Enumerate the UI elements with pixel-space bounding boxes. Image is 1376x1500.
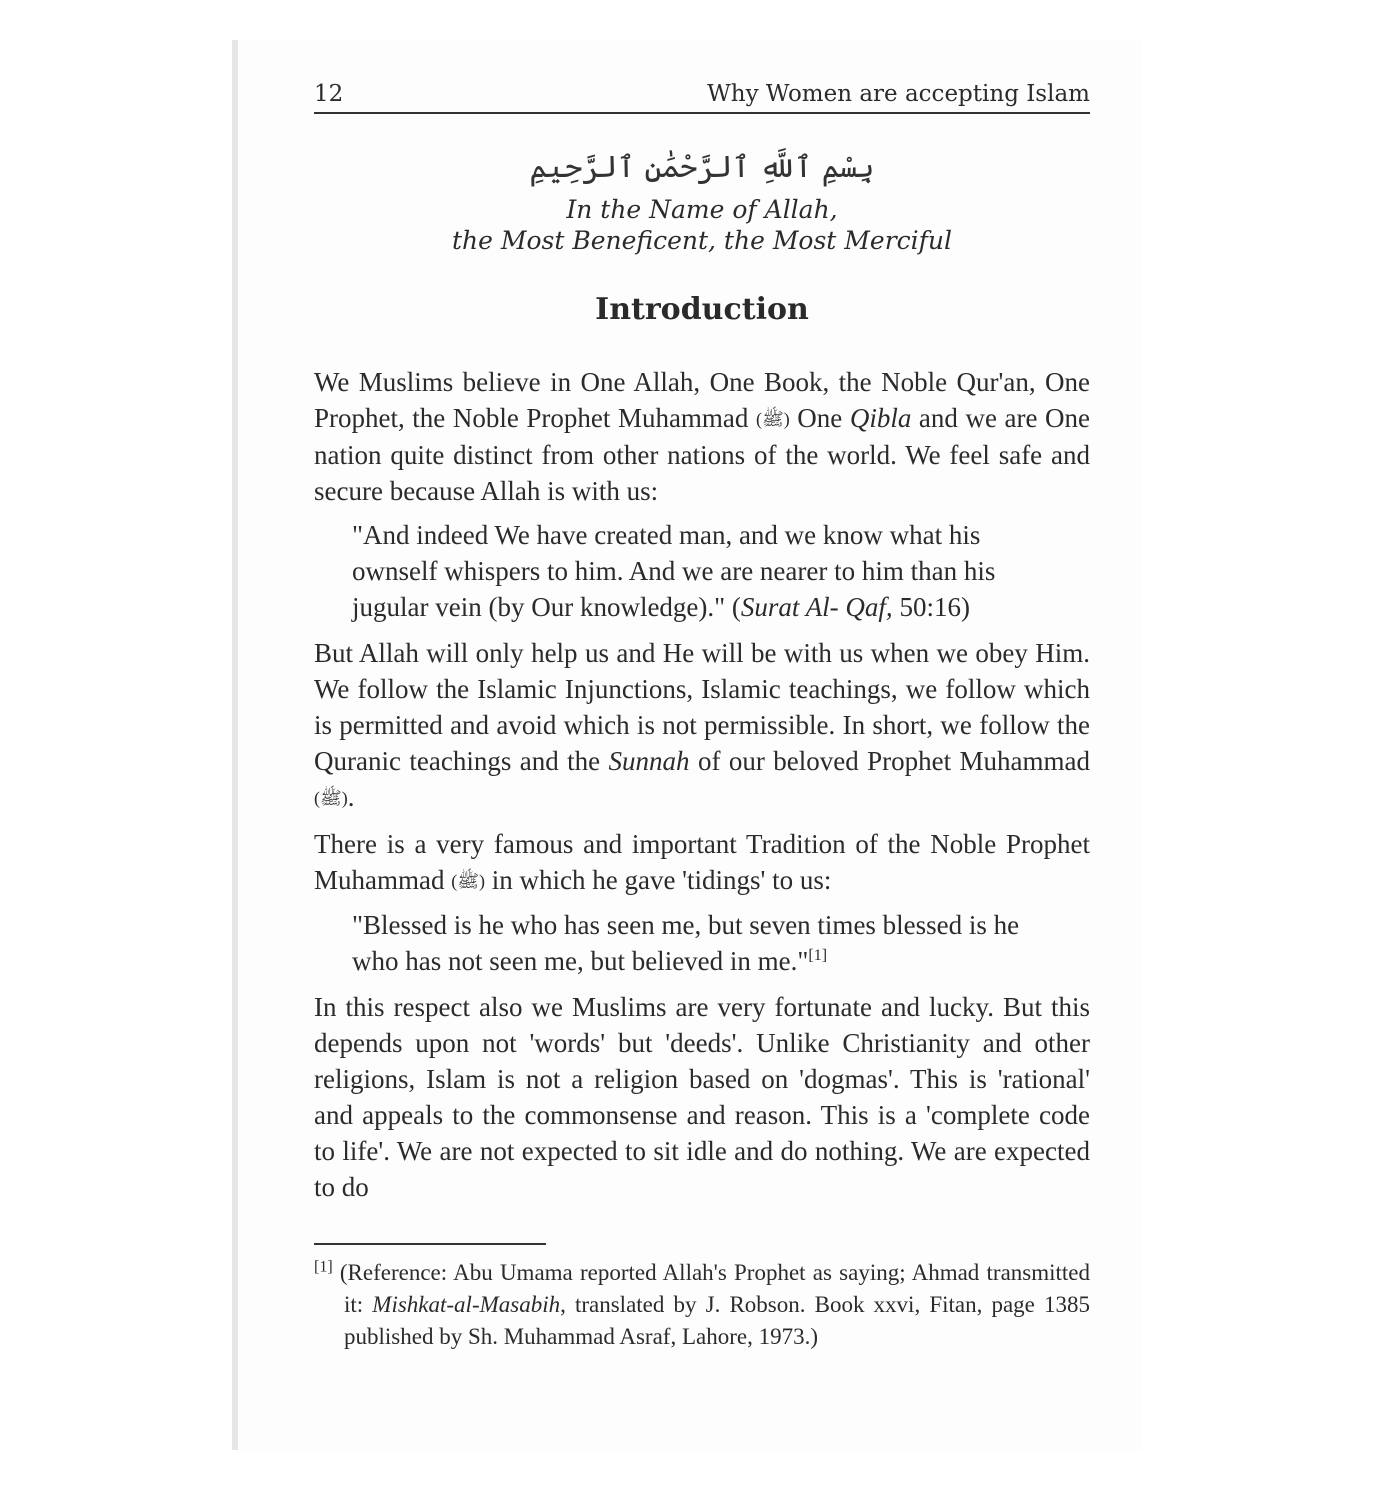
text-run: But Allah will only help us and He will be with us when we obey Him. We follow the Islamic Injunctions, Islamic teachings, we follow which is permitted and avoid which is not permissible. In short, we follow the Quranic teachings and the xyxy=(314,638,1090,776)
page-content xyxy=(314,80,1090,1353)
paragraph-3 xyxy=(314,826,1090,899)
salutation-symbol: (ﷺ) xyxy=(451,871,485,891)
paragraph-1 xyxy=(314,364,1090,509)
paragraph-2 xyxy=(314,635,1090,816)
page-number: 12 xyxy=(314,81,344,107)
footnote-marker: [1] xyxy=(808,947,828,964)
footnote-source: Mishkat-al-Masabih xyxy=(372,1292,561,1317)
text-run: There is a very famous and important Tradition of the Noble Prophet Muhammad xyxy=(314,829,1090,895)
hadith-quote xyxy=(352,907,1056,979)
footnote-rule xyxy=(314,1243,546,1245)
text-run: of our beloved Prophet Muhammad xyxy=(689,746,1090,776)
invocation-line-2: the Most Beneficent, the Most Merciful xyxy=(452,226,952,255)
book-page xyxy=(232,40,1142,1450)
quote-verse: 50:16) xyxy=(892,592,970,622)
salutation-symbol: (ﷺ) xyxy=(755,409,790,429)
salutation-symbol: (ﷺ) xyxy=(314,788,348,808)
footnote-text: , translated by J. Robson. Book xxvi, Fitan, page 1385 published by Sh. Muhammad Asraf, Lahore, 1973.) xyxy=(344,1292,1091,1349)
italic-term: Sunnah xyxy=(608,746,690,776)
chapter-title: Introduction xyxy=(595,292,809,327)
footnote xyxy=(314,1257,1090,1353)
quote-reference: Surat Al- Qaf, xyxy=(740,592,893,622)
footnote-number: [1] xyxy=(314,1258,333,1276)
paragraph-4: In this respect also we Muslims are very fortunate and lucky. But this depends upon not 'words' but 'deeds'. Unlike Christianity and other religions, Islam is not a religion based on 'dogmas'. This is 'rational' and appeals to the commonsense and reason. This is a 'complete code to life'. We are not expected to sit idle and do nothing. We are expected to do xyxy=(314,992,1090,1202)
running-header xyxy=(314,80,1090,114)
running-title: Why Women are accepting Islam xyxy=(707,81,1090,107)
quran-quote xyxy=(352,517,1056,625)
quote-text: "Blessed is he who has seen me, but seven times blessed is he who has not seen me, but believed in me." xyxy=(352,910,1020,976)
text-run: One xyxy=(789,403,850,433)
invocation-line-1: In the Name of Allah, xyxy=(566,195,838,224)
text-run: and we are One nation quite distinct from other nations of the world. We feel safe and secure because Allah is with us: xyxy=(314,403,1091,506)
basmala-calligraphy: بِسْمِ ٱللَّهِ ٱلرَّحْمَٰنِ ٱلرَّحِيمِ xyxy=(529,150,875,185)
text-run: We Muslims believe in One Allah, One Book, the Noble Qur'an, One Prophet, the Noble Prophet Muhammad xyxy=(314,367,1090,433)
italic-term: Qibla xyxy=(849,403,912,433)
footnote-text: (Reference: Abu Umama reported Allah's Prophet as saying; Ahmad transmitted it: xyxy=(332,1260,1090,1317)
invocation xyxy=(314,194,1090,256)
quote-text: "And indeed We have created man, and we know what his ownself whispers to him. And we are nearer to him than his jugular vein (by Our knowledge)." ( xyxy=(352,520,996,622)
text-run: in which he gave 'tidings' to us: xyxy=(484,865,832,895)
text-run: . xyxy=(347,782,355,812)
